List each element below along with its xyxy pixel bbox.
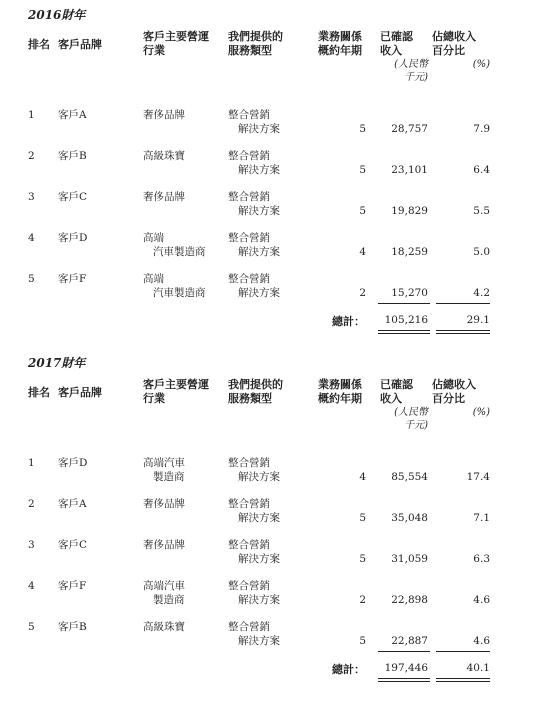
header-brand: 客戶品牌 <box>58 38 102 51</box>
cell-industry: 汽車製造商 <box>153 287 206 299</box>
table-row <box>0 620 534 652</box>
rule-percentage <box>436 303 490 304</box>
cell-industry: 高端汽車 <box>143 457 185 469</box>
cell-service: 整合營銷 <box>228 498 270 510</box>
cell-rank: 4 <box>28 580 35 592</box>
header-rank: 排名 <box>28 38 50 51</box>
cell-service: 解決方案 <box>238 205 280 217</box>
cell-percentage: 4.6 <box>473 594 490 606</box>
cell-service: 解決方案 <box>238 512 280 524</box>
cell-industry: 汽車製造商 <box>153 246 206 258</box>
header-service: 我們提供的 服務類型 <box>228 378 283 405</box>
total-percentage: 29.1 <box>466 314 490 326</box>
table-row <box>0 538 534 570</box>
header-revenue-unit: (人民幣 千元) <box>394 59 428 83</box>
header-rank: 排名 <box>28 386 50 399</box>
cell-brand: 客戶D <box>58 457 88 469</box>
cell-service: 整合營銷 <box>228 580 270 592</box>
cell-revenue: 23,101 <box>391 164 428 176</box>
cell-brand: 客戶B <box>58 150 87 162</box>
header-service: 我們提供的 服務類型 <box>228 30 283 57</box>
double-rule-revenue <box>378 333 430 334</box>
cell-service: 解決方案 <box>238 287 280 299</box>
header-industry: 客戶主要營運 行業 <box>143 30 209 57</box>
cell-service: 整合營銷 <box>228 457 270 469</box>
rule-revenue <box>378 303 430 304</box>
cell-rank: 1 <box>28 457 35 469</box>
header-revenue r: 已確認 收入 <box>380 378 413 405</box>
cell-service: 整合營銷 <box>228 150 270 162</box>
cell-rank: 5 <box>28 273 35 285</box>
cell-brand: 客戶C <box>58 191 88 203</box>
cell-service: 整合營銷 <box>228 273 270 285</box>
cell-brand: 客戶B <box>58 621 87 633</box>
cell-percentage: 7.9 <box>473 123 490 135</box>
total-revenue: 197,446 <box>384 662 428 674</box>
double-rule-percentage <box>436 333 490 334</box>
cell-percentage: 6.3 <box>473 553 490 565</box>
cell-percentage: 5.5 <box>473 205 490 217</box>
header-percentage r: 佔總收入 百分比 <box>432 30 476 57</box>
cell-years: 2 <box>359 287 366 299</box>
total-label: 總計： <box>332 315 365 328</box>
cell-industry: 奢侈品牌 <box>143 191 185 203</box>
total-revenue: 105,216 <box>384 314 428 326</box>
cell-brand: 客戶F <box>58 273 87 285</box>
header-industry: 客戶主要營運 行業 <box>143 378 209 405</box>
cell-years: 2 <box>359 594 366 606</box>
double-rule-revenue <box>378 678 430 679</box>
cell-years: 4 <box>359 246 366 258</box>
cell-percentage: 6.4 <box>473 164 490 176</box>
cell-rank: 3 <box>28 539 35 551</box>
total-label: 總計： <box>332 663 365 676</box>
cell-years: 4 <box>359 471 366 483</box>
cell-service: 解決方案 <box>238 471 280 483</box>
cell-industry: 高級珠寶 <box>143 621 185 633</box>
cell-industry: 高端 <box>143 273 164 285</box>
cell-percentage: 5.0 <box>473 246 490 258</box>
cell-revenue: 85,554 <box>391 471 428 483</box>
cell-years: 5 <box>359 123 366 135</box>
header-percentage-unit: (%) <box>472 407 490 418</box>
rule-revenue <box>378 651 430 652</box>
cell-service: 整合營銷 <box>228 539 270 551</box>
section-year-title: 2017財年 <box>28 356 86 370</box>
cell-brand: 客戶A <box>58 109 87 121</box>
header-years r: 業務關係 概約年期 <box>318 30 362 57</box>
cell-rank: 2 <box>28 498 35 510</box>
table-row <box>0 497 534 529</box>
cell-industry: 奢侈品牌 <box>143 498 185 510</box>
double-rule-percentage <box>436 678 490 679</box>
cell-percentage: 17.4 <box>466 471 490 483</box>
table-row <box>0 108 534 140</box>
cell-brand: 客戶C <box>58 539 88 551</box>
cell-industry: 高級珠寶 <box>143 150 185 162</box>
cell-revenue: 28,757 <box>391 123 428 135</box>
rule-percentage <box>436 651 490 652</box>
cell-percentage: 4.6 <box>473 635 490 647</box>
cell-brand: 客戶F <box>58 580 87 592</box>
header-percentage-unit: (%) <box>472 59 490 70</box>
cell-rank: 2 <box>28 150 35 162</box>
cell-revenue: 35,048 <box>391 512 428 524</box>
double-rule-percentage <box>436 330 490 331</box>
fiscal-year-section <box>0 6 534 346</box>
cell-service: 解決方案 <box>238 553 280 565</box>
table-row <box>0 579 534 611</box>
double-rule-revenue <box>378 330 430 331</box>
cell-industry: 奢侈品牌 <box>143 539 185 551</box>
cell-service: 整合營銷 <box>228 621 270 633</box>
header-percentage r: 佔總收入 百分比 <box>432 378 476 405</box>
cell-years: 5 <box>359 635 366 647</box>
cell-percentage: 4.2 <box>473 287 490 299</box>
header-years r: 業務關係 概約年期 <box>318 378 362 405</box>
table-row <box>0 231 534 263</box>
cell-industry: 高端汽車 <box>143 580 185 592</box>
header-revenue-unit: (人民幣 千元) <box>394 407 428 431</box>
cell-service: 解決方案 <box>238 594 280 606</box>
total-percentage: 40.1 <box>466 662 490 674</box>
cell-industry: 高端 <box>143 232 164 244</box>
cell-industry: 製造商 <box>153 594 185 606</box>
fiscal-year-section <box>0 354 534 694</box>
section-year-title: 2016財年 <box>28 8 86 22</box>
cell-rank: 3 <box>28 191 35 203</box>
header-revenue r: 已確認 收入 <box>380 30 413 57</box>
cell-rank: 1 <box>28 109 35 121</box>
table-row <box>0 149 534 181</box>
cell-service: 解決方案 <box>238 164 280 176</box>
cell-industry: 製造商 <box>153 471 185 483</box>
double-rule-percentage <box>436 681 490 682</box>
cell-service: 整合營銷 <box>228 109 270 121</box>
cell-revenue: 19,829 <box>391 205 428 217</box>
cell-brand: 客戶D <box>58 232 88 244</box>
cell-service: 整合營銷 <box>228 191 270 203</box>
cell-industry: 奢侈品牌 <box>143 109 185 121</box>
cell-revenue: 22,898 <box>391 594 428 606</box>
cell-brand: 客戶A <box>58 498 87 510</box>
table-row <box>0 272 534 304</box>
cell-years: 5 <box>359 164 366 176</box>
cell-percentage: 7.1 <box>473 512 490 524</box>
cell-service: 解決方案 <box>238 123 280 135</box>
cell-years: 5 <box>359 205 366 217</box>
double-rule-revenue <box>378 681 430 682</box>
table-row <box>0 456 534 488</box>
cell-service: 解決方案 <box>238 246 280 258</box>
cell-years: 5 <box>359 553 366 565</box>
cell-revenue: 15,270 <box>391 287 428 299</box>
table-row <box>0 190 534 222</box>
cell-revenue: 18,259 <box>391 246 428 258</box>
cell-service: 整合營銷 <box>228 232 270 244</box>
cell-revenue: 22,887 <box>391 635 428 647</box>
cell-service: 解決方案 <box>238 635 280 647</box>
cell-rank: 5 <box>28 621 35 633</box>
cell-revenue: 31,059 <box>391 553 428 565</box>
cell-rank: 4 <box>28 232 35 244</box>
cell-years: 5 <box>359 512 366 524</box>
header-brand: 客戶品牌 <box>58 386 102 399</box>
